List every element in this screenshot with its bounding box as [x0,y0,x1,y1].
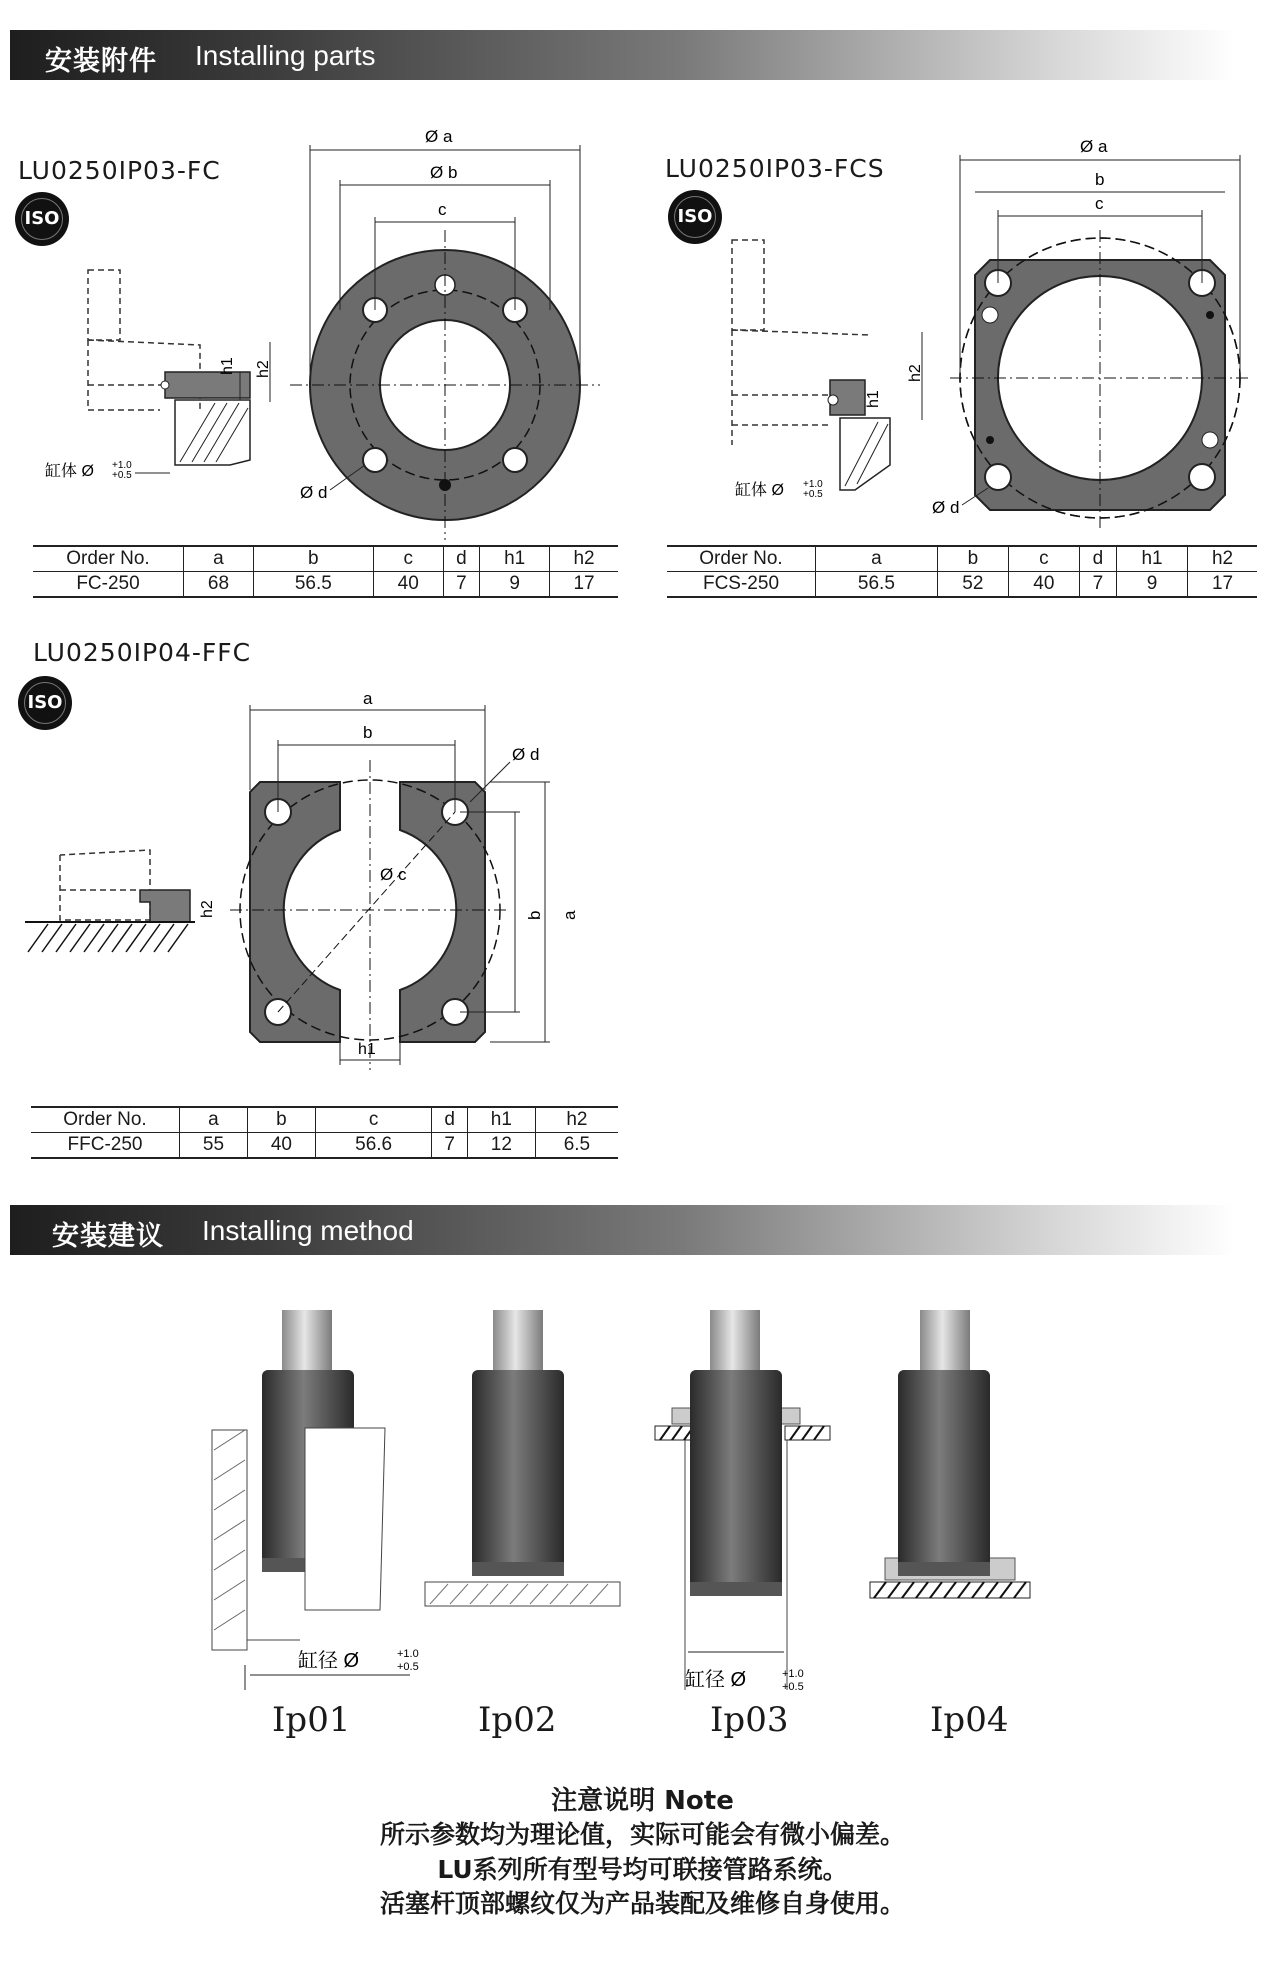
fcs-drawing [640,120,1260,540]
ffc-spec-table: Order No. a b c d h1 h2 FFC-250 55 40 56.6 7 12 6.5 [31,1106,618,1159]
ffc-dim-c: Ø c [380,865,407,884]
ip03-label: Ip03 [710,1700,789,1740]
svg-text:h1: h1 [219,357,236,375]
section-title-en: Installing parts [195,40,376,71]
svg-text:+1.0: +1.0 [112,460,132,471]
section-title-zh: 安装建议 [52,1221,164,1252]
fcs-dim-d: Ø d [932,498,960,517]
note-title: 注意说明 Note [551,1786,734,1816]
ip01-label: Ip01 [272,1700,351,1740]
ip01-bore-label: 缸径 Ø [298,1650,360,1672]
fc-h2-label: h2 [255,360,272,378]
ffc-flange-section [140,890,190,922]
ip03-diagram [655,1310,830,1693]
fcs-base-hatch [840,418,890,490]
fc-dim-d: Ø d [300,483,328,502]
fcs-dim-a: Ø a [1080,137,1108,156]
svg-text:h1: h1 [865,390,882,408]
svg-text:+0.5: +0.5 [112,470,132,481]
svg-text:+0.5: +0.5 [397,1661,419,1673]
section-title-en: Installing method [202,1215,414,1246]
svg-text:+0.5: +0.5 [782,1681,804,1693]
section-banner-parts [10,30,1235,80]
ffc-drawing [0,690,640,1090]
section-title-zh: 安装附件 [45,46,157,77]
ip01-diagram [212,1310,419,1690]
fc-front-view [290,230,600,540]
ip02-diagram [425,1310,620,1606]
ffc-base-hatch [28,924,188,952]
fcs-cyl-label: 缸体 Ø [735,482,784,499]
iso-badge-icon: ISO [15,192,69,246]
ip03-bore-label: 缸径 Ø [685,1669,747,1691]
ffc-dim-d: Ø d [512,745,540,764]
fc-cyl-label: 缸体 Ø [45,463,94,480]
svg-text:+1.0: +1.0 [803,479,823,490]
method-drawing [0,1290,1285,1710]
fc-drawing [0,120,640,540]
ip04-label: Ip04 [930,1700,1009,1740]
fc-dim-c: c [438,200,447,219]
fc-spec-table: Order No. a b c d h1 h2 FC-250 68 56.5 40 7 9 17 [33,545,618,598]
fc-dim-a: Ø a [425,127,453,146]
fc-flange-section [165,372,250,398]
part-title-fc: LU0250IP03-FC [18,156,221,185]
ffc-dim-b: b [363,723,373,742]
svg-text:+1.0: +1.0 [782,1668,804,1680]
iso-badge-icon: ISO [18,676,72,730]
svg-text:h2: h2 [199,900,216,918]
part-title-ffc: LU0250IP04-FFC [33,638,252,667]
note-line-2: LU系列所有型号均可联接管路系统。 [437,1855,848,1884]
ffc-dim-a: a [363,690,373,708]
ffc-side-view [60,850,150,920]
ffc-dim-h1: h1 [358,1041,376,1058]
ffc-dim-a-v: a [560,910,579,920]
note-line-3: 活塞杆顶部螺纹仅为产品装配及维修自身使用。 [379,1889,905,1918]
svg-text:+0.5: +0.5 [803,489,823,500]
ffc-dim-b-v: b [525,910,544,920]
ip04-diagram [870,1310,1030,1598]
fc-dim-b: Ø b [430,163,458,182]
fcs-dim-c: c [1095,194,1104,213]
fc-base-hatch [175,400,250,465]
fcs-front-view [950,230,1250,530]
ip02-label: Ip02 [478,1700,557,1740]
section-banner-method [10,1205,1235,1255]
part-title-fcs: LU0250IP03-FCS [665,154,885,183]
svg-text:+1.0: +1.0 [397,1648,419,1660]
note-line-1: 所示参数均为理论值，实际可能会有微小偏差。 [379,1820,905,1849]
svg-text:h2: h2 [907,364,924,382]
fcs-dim-b: b [1095,170,1105,189]
fcs-spec-table: Order No. a b c d h1 h2 FCS-250 56.5 52 40 7 9 17 [667,545,1257,598]
iso-badge-icon: ISO [668,190,722,244]
